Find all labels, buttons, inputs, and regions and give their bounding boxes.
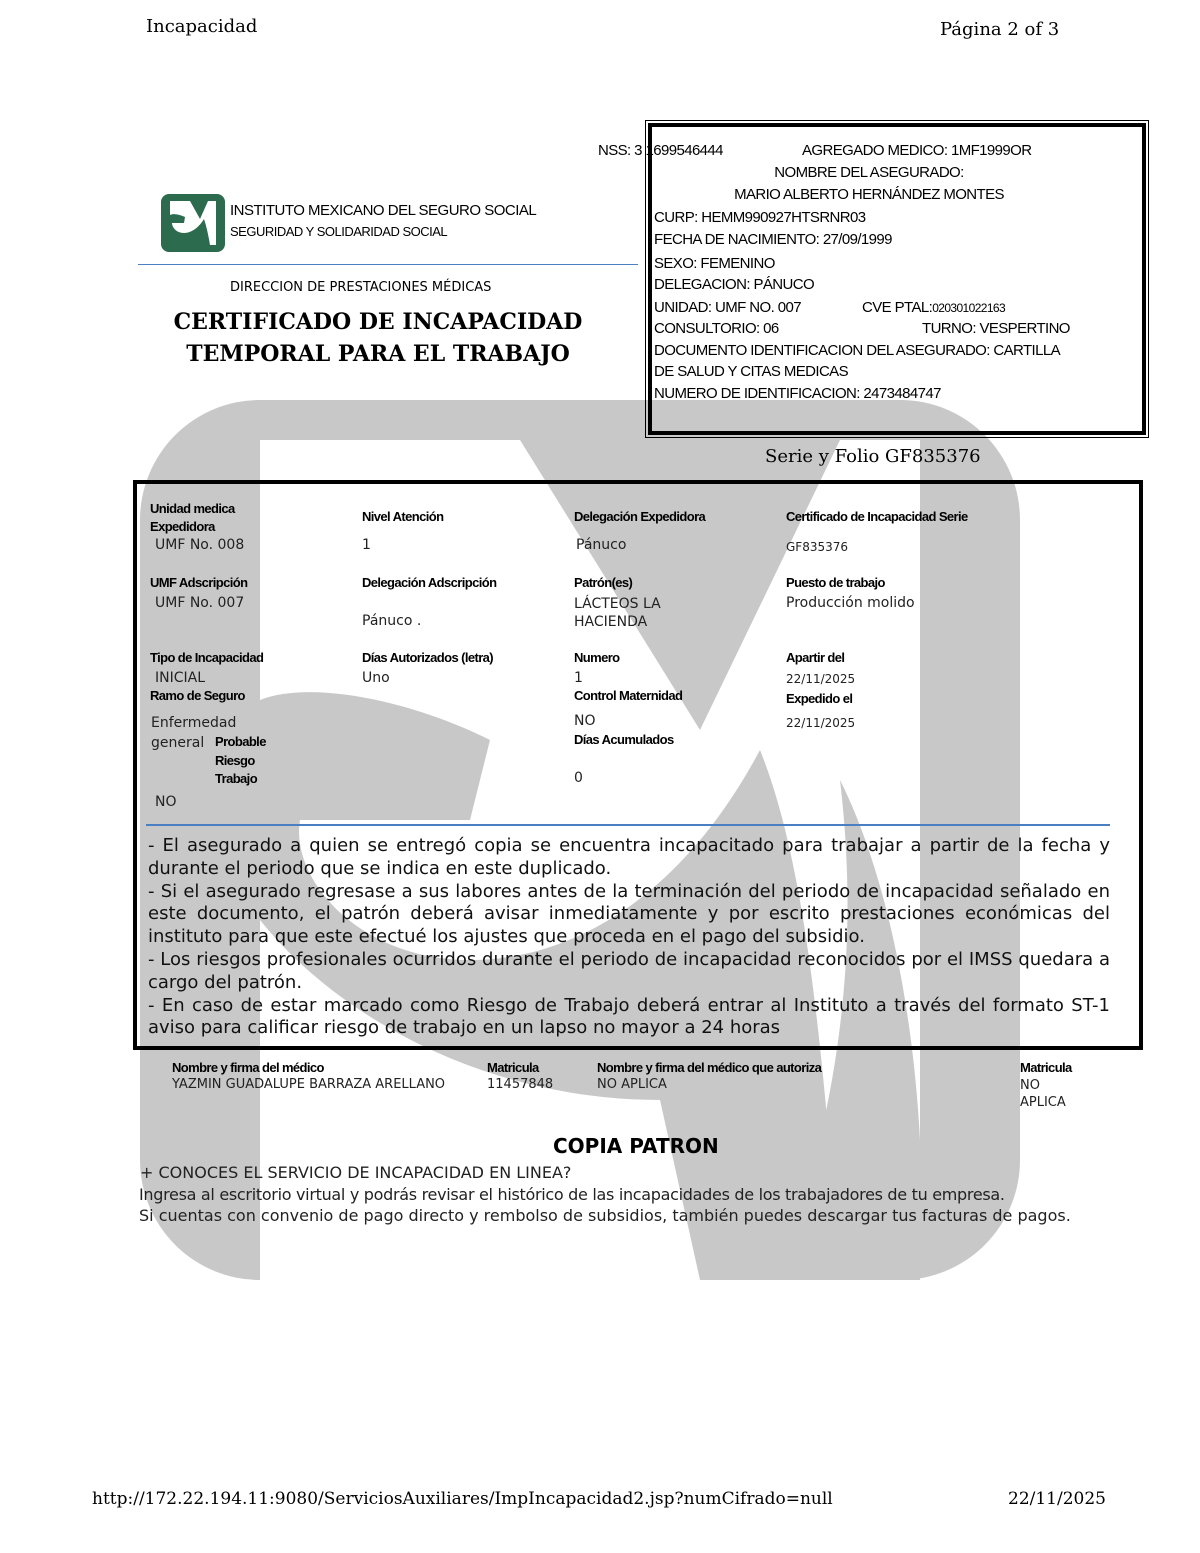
control-label: Control Maternidad — [574, 688, 683, 703]
document-title-line-2: TEMPORAL PARA EL TRABAJO — [186, 341, 570, 367]
unidad-label: Unidad medica Expedidora — [150, 501, 235, 534]
sex: SEXO: FEMENINO — [654, 255, 775, 272]
numero-value: 1 — [574, 670, 583, 686]
ramo-label: Ramo de Seguro — [150, 688, 245, 703]
online-text — [139, 1184, 1139, 1226]
matricula2-label: Matricula — [1020, 1060, 1072, 1075]
acum-value: 0 — [574, 770, 583, 786]
nss: NSS: 3 1699546444 — [598, 142, 723, 159]
dias-label: Días Autorizados (letra) — [362, 650, 494, 665]
matricula-value: 11457848 — [487, 1077, 554, 1092]
note-item: - El asegurado a quien se entregó copia se encuentra incapacitado para trabajar a partir de la fecha y durante el periodo que se indica en este duplicado. — [148, 835, 1110, 879]
institute-motto: SEGURIDAD Y SOLIDARIDAD SOCIAL — [230, 224, 448, 239]
apartir-value: 22/11/2025 — [786, 672, 856, 686]
consultorio: CONSULTORIO: 06 — [654, 320, 779, 337]
delegacion: DELEGACION: PÁNUCO — [654, 276, 815, 293]
notes-rule — [146, 824, 1110, 826]
patient-name: MARIO ALBERTO HERNÁNDEZ MONTES — [734, 186, 1004, 203]
tipo-label: Tipo de Incapacidad — [150, 650, 264, 665]
acum-label: Días Acumulados — [574, 732, 674, 747]
footer-date: 22/11/2025 — [1008, 1489, 1106, 1509]
patron-label: Patrón(es) — [574, 575, 633, 590]
deleg-ads-value: Pánuco . — [362, 613, 422, 629]
notes — [148, 835, 1110, 1040]
note-item: - Los riesgos profesionales ocurridos durante el periodo de incapacidad reconocidos por el IMSS quedara a cargo del patrón. — [148, 948, 1110, 993]
footer-url[interactable]: http://172.22.194.11:9080/ServiciosAuxiliares/ImpIncapacidad2.jsp?numCifrado=null — [92, 1489, 833, 1509]
medico-label: Nombre y firma del médico — [172, 1060, 324, 1075]
expedido-value: 22/11/2025 — [786, 716, 856, 730]
cert-value: GF835376 — [786, 540, 849, 554]
agregado-medico: AGREGADO MEDICO: 1MF1999OR — [802, 142, 1032, 159]
puesto-value: Producción molido — [786, 595, 915, 611]
doc-id-line-2: DE SALUD Y CITAS MEDICAS — [654, 363, 848, 380]
birth-date: FECHA DE NACIMIENTO: 27/09/1999 — [654, 231, 892, 248]
nivel-label: Nivel Atención — [362, 509, 444, 524]
autoriza-label: Nombre y firma del médico que autoriza — [597, 1060, 822, 1075]
apartir-label: Apartir del — [786, 650, 845, 665]
document-title — [138, 306, 618, 370]
id-number: NUMERO DE IDENTIFICACION: 2473484747 — [654, 385, 941, 402]
header-rule — [138, 264, 638, 265]
page-number: Página 2 of 3 — [940, 19, 1060, 40]
note-item: - En caso de estar marcado como Riesgo de Trabajo deberá entrar al Instituto a través del formato ST-1 aviso para calificar riesgo de trabajo en un lapso no mayor a 24 horas — [148, 994, 1110, 1039]
cve-label: CVE PTAL: — [862, 299, 933, 316]
tipo-value: INICIAL — [155, 670, 206, 686]
unidad-value: UMF No. 008 — [155, 537, 245, 553]
puesto-label: Puesto de trabajo — [786, 575, 885, 590]
deleg-exp-label: Delegación Expedidora — [574, 509, 706, 524]
matricula-label: Matricula — [487, 1060, 539, 1075]
umf-ads-label: UMF Adscripción — [150, 575, 248, 590]
note-item: - Si el asegurado regresase a sus labores antes de la terminación del periodo de incapacidad señalado en este documento, el patrón deberá avisar inmediatamente y por escrito prestaciones económicas del instituto para que este efectué los ajustes que proceda en el pago del subsidio. — [148, 880, 1110, 948]
probable-value: NO — [155, 794, 177, 810]
expedido-label: Expedido el — [786, 691, 853, 706]
probable-label: Probable Riesgo Trabajo — [215, 734, 266, 786]
document-title-line-1: CERTIFICADO DE INCAPACIDAD — [173, 309, 583, 335]
umf-ads-value: UMF No. 007 — [155, 595, 245, 611]
copy-label: COPIA PATRON — [553, 1134, 719, 1158]
curp: CURP: HEMM990927HTSRNR03 — [654, 209, 866, 226]
online-line-1: Ingresa al escritorio virtual y podrás revisar el histórico de las incapacidades de los trabajadores de tu empresa. — [139, 1185, 1005, 1204]
patient-name-label: NOMBRE DEL ASEGURADO: — [774, 164, 964, 181]
direction: DIRECCION DE PRESTACIONES MÉDICAS — [230, 280, 492, 295]
ramo-value: Enfermedad general — [151, 715, 237, 751]
cve-ptal — [862, 297, 1005, 319]
autoriza-value: NO APLICA — [597, 1077, 667, 1092]
institute-name: INSTITUTO MEXICANO DEL SEGURO SOCIAL — [230, 202, 537, 219]
serie-folio: Serie y Folio GF835376 — [765, 446, 981, 467]
cve-value: 020301022163 — [932, 301, 1006, 315]
deleg-ads-label: Delegación Adscripción — [362, 575, 497, 590]
cert-label: Certificado de Incapacidad Serie — [786, 509, 968, 524]
patron-value: LÁCTEOS LA HACIENDA — [574, 596, 661, 630]
turno: TURNO: VESPERTINO — [922, 320, 1070, 337]
numero-label: Numero — [574, 650, 620, 665]
imss-logo-icon — [160, 193, 226, 253]
probable-label-line — [215, 733, 295, 789]
online-line-2: Si cuentas con convenio de pago directo y rembolso de subsidios, también puedes descargar tus facturas de pagos. — [139, 1206, 1071, 1225]
online-heading: + CONOCES EL SERVICIO DE INCAPACIDAD EN LINEA? — [140, 1163, 572, 1182]
header-title: Incapacidad — [146, 16, 258, 37]
matricula2-value: NO APLICA — [1020, 1078, 1066, 1110]
unidad: UNIDAD: UMF NO. 007 — [654, 299, 801, 316]
control-value: NO — [574, 713, 596, 729]
dias-value: Uno — [362, 670, 390, 686]
medico-value: YAZMIN GUADALUPE BARRAZA ARELLANO — [172, 1077, 446, 1092]
nivel-value: 1 — [362, 537, 371, 553]
deleg-exp-value: Pánuco — [576, 537, 627, 553]
doc-id-line-1: DOCUMENTO IDENTIFICACION DEL ASEGURADO: CARTILLA — [654, 342, 1060, 359]
